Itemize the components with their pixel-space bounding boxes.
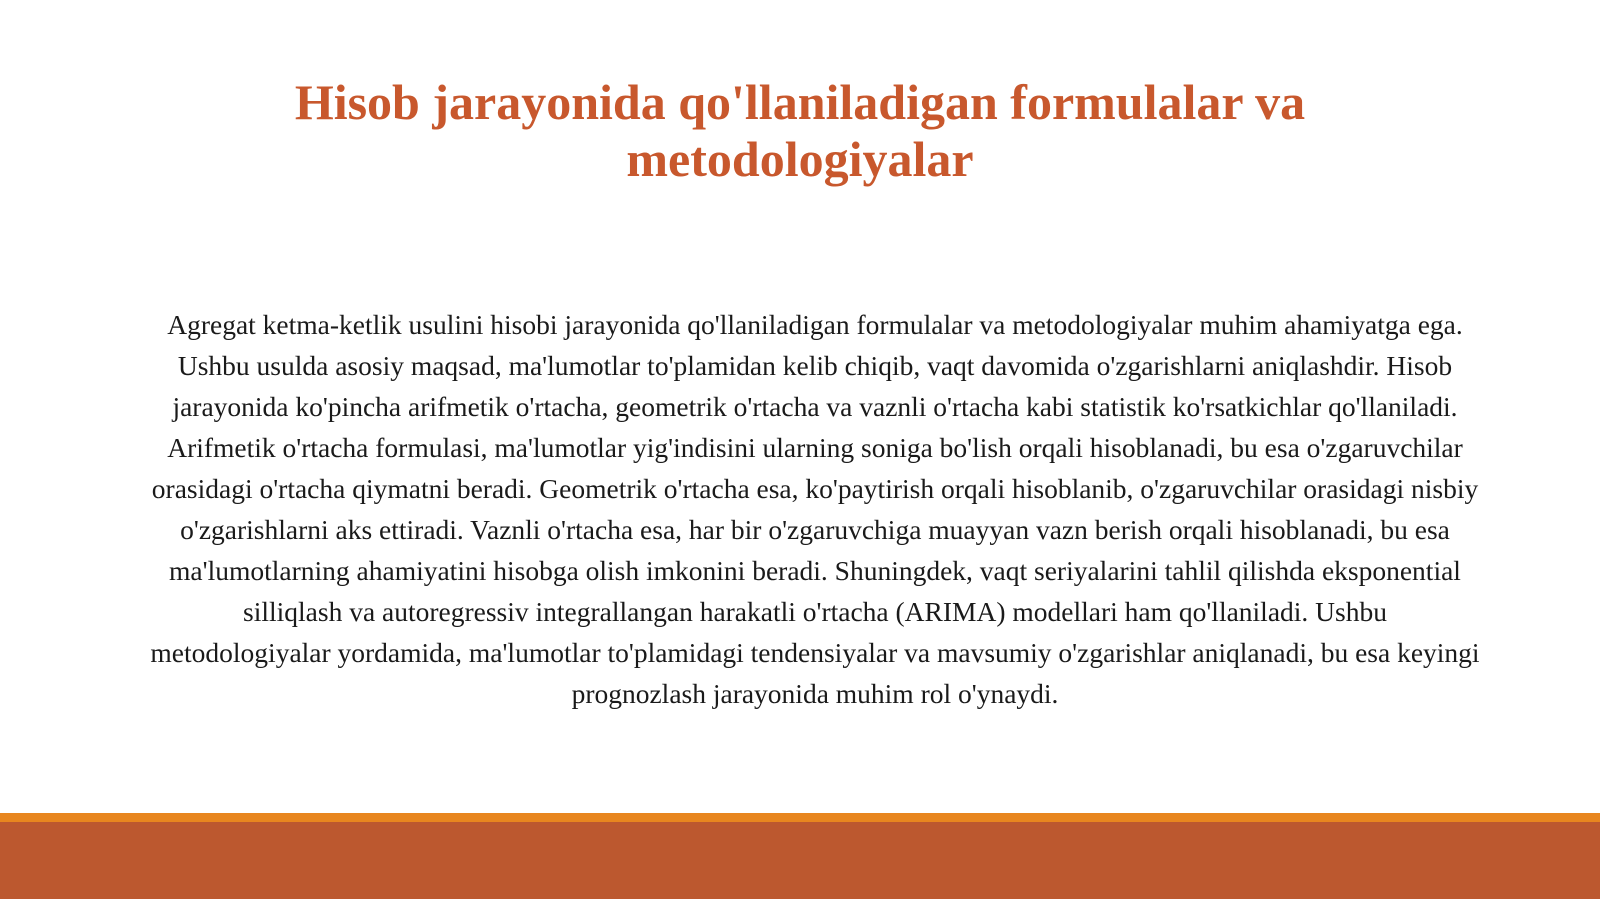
- slide-title: Hisob jarayonida qo'llaniladigan formulalar va metodologiyalar: [294, 74, 1306, 187]
- slide-body-text: Agregat ketma-ketlik usulini hisobi jarayonida qo'llaniladigan formulalar va metodologiyalar muhim ahamiyatga ega. Ushbu usulda asosiy maqsad, ma'lumotlar to'plamidan kelib chiqib, vaqt davomida o'zgarishlarni aniqlashdir. Hisob jarayonida ko'pincha arifmetik o'rtacha, geometrik o'rtacha va vaznli o'rtacha kabi statistik ko'rsatkichlar qo'llaniladi. Arifmetik o'rtacha formulasi, ma'lumotlar yig'indisini ularning soniga bo'lish orqali hisoblanadi, bu esa o'zgaruvchilar orasidagi o'rtacha qiymatni beradi. Geometrik o'rtacha esa, ko'paytirish orqali hisoblanib, o'zgaruvchilar orasidagi nisbiy o'zgarishlarni aks ettiradi. Vaznli o'rtacha esa, har bir o'zgaruvchiga muayyan vazn berish orqali hisoblanadi, bu esa ma'lumotlarning ahamiyatini hisobga olish imkonini beradi. Shuningdek, vaqt seriyalarini tahlil qilishda eksponential silliqlash va autoregressiv integrallangan harakatli o'rtacha (ARIMA) modellari ham qo'llaniladi. Ushbu metodologiyalar yordamida, ma'lumotlar to'plamidagi tendensiyalar va mavsumiy o'zgarishlar aniqlanadi, bu esa keyingi prognozlash jarayonida muhim rol o'ynaydi.: [150, 309, 1480, 709]
- footer-bar: [0, 822, 1600, 899]
- footer-accent-line: [0, 813, 1600, 822]
